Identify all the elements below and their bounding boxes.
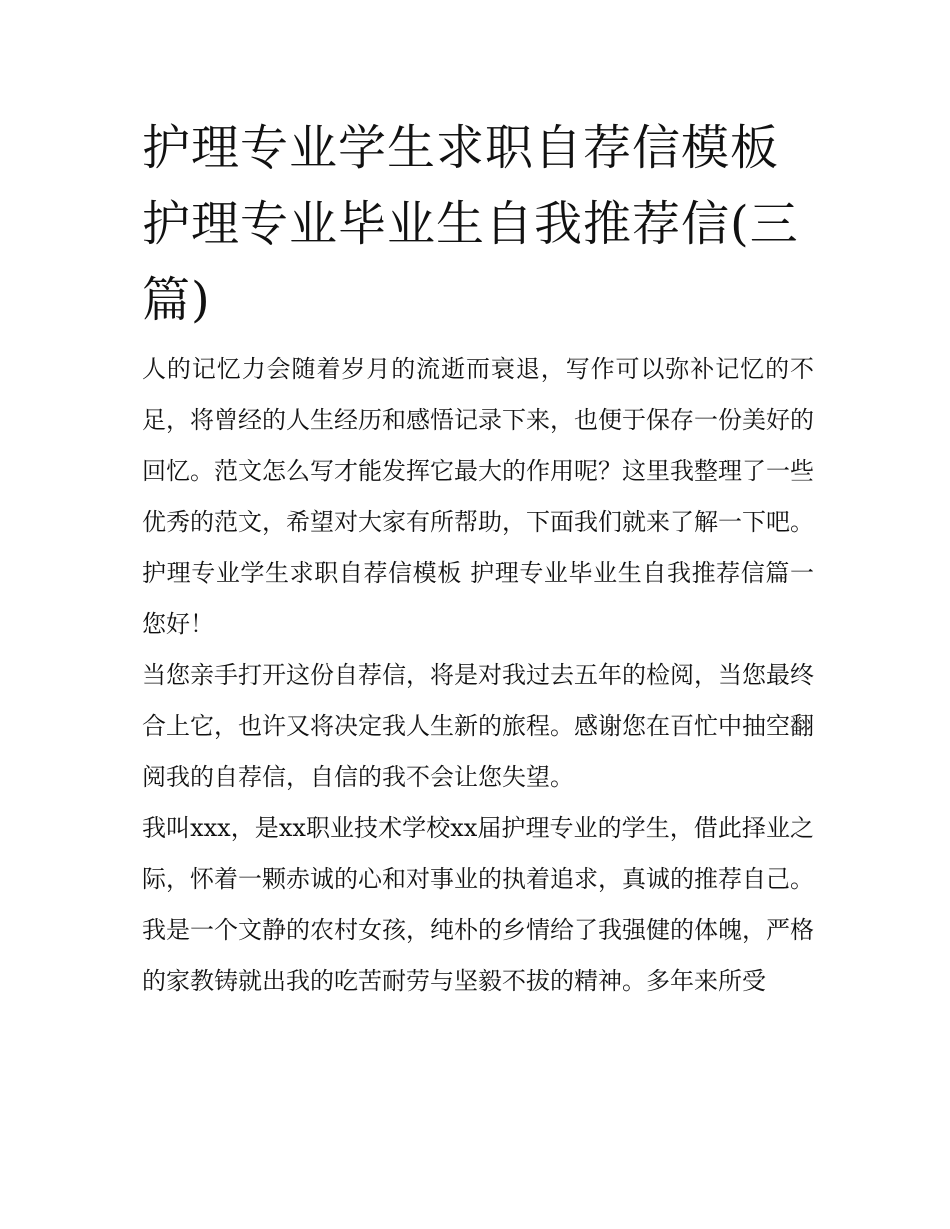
background-paragraph: 我是一个文静的农村女孩，纯朴的乡情给了我强健的体魄，严格的家教铸就出我的吃苦耐劳与坚毅不拔的精神。多年来所受 — [142, 916, 814, 995]
self-introduction-paragraph: 我叫xxx，是xx职业技术学校xx届护理专业的学生，借此择业之际，怀着一颗赤诚的心和对事业的执着追求，真诚的推荐自己。 — [142, 814, 814, 893]
document-body — [142, 110, 814, 1007]
section-heading-paragraph: 护理专业学生求职自荐信模板 护理专业毕业生自我推荐信篇一 您好！ — [142, 559, 814, 638]
opening-paragraph: 当您亲手打开这份自荐信，将是对我过去五年的检阅，当您最终合上它，也许又将决定我人生新的旅程。感谢您在百忙中抽空翻阅我的自荐信，自信的我不会让您失望。 — [142, 661, 814, 791]
intro-paragraph: 人的记忆力会随着岁月的流逝而衰退，写作可以弥补记忆的不足，将曾经的人生经历和感悟记录下来，也便于保存一份美好的回忆。范文怎么写才能发挥它最大的作用呢？这里我整理了一些优秀的范文，希望对大家有所帮助，下面我们就来了解一下吧。 — [142, 355, 814, 536]
document-title: 护理专业学生求职自荐信模板 护理专业毕业生自我推荐信(三篇) — [142, 120, 799, 328]
